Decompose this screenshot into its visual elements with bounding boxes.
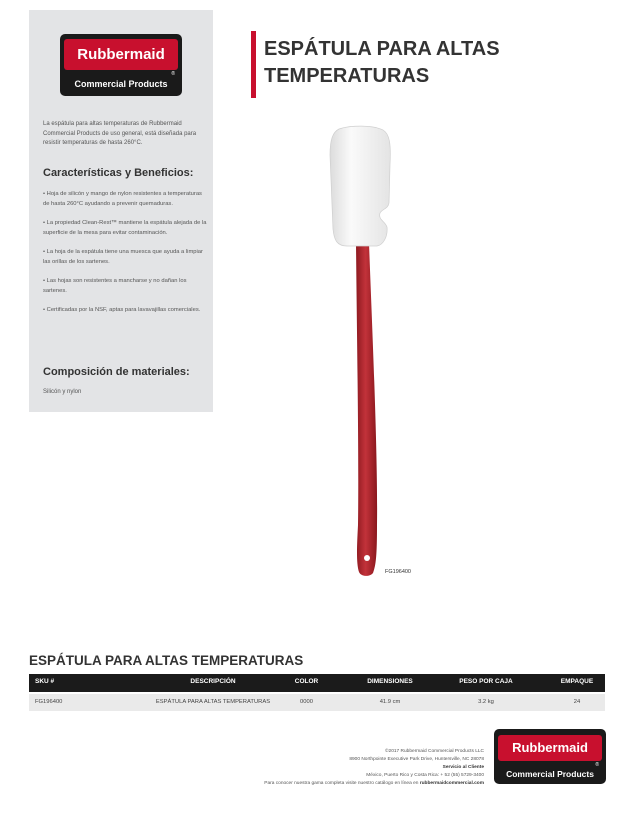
header-sku: SKU # (35, 678, 55, 685)
brand-logo-name: Rubbermaid (64, 39, 178, 70)
cell-description: ESPÁTULA PARA ALTAS TEMPERATURAS (155, 699, 271, 705)
cell-sku: FG196400 (35, 699, 63, 705)
header-pack: EMPAQUE (560, 678, 594, 685)
page-title-line-1: ESPÁTULA PARA ALTAS (264, 38, 500, 60)
footer-brand-logo (494, 729, 606, 784)
header-dimensions: DIMENSIONES (367, 678, 413, 685)
feature-item: • Hoja de silicón y mango de nylon resistentes a temperaturas de hasta 260°C ayudando a prevenir quemaduras. (43, 191, 202, 207)
footer-address: 8900 Northpointe Executive Park Drive, Huntersville, NC 28078 (349, 757, 484, 762)
feature-item: • Certificadas por la NSF, aptas para lavavajillas comerciales. (43, 307, 201, 313)
header-color: COLOR (294, 678, 319, 685)
product-intro: La espátula para altas temperaturas de Rubbermaid Commercial Products de uso general, está diseñada para resistir temperaturas de hasta 260°C. (43, 121, 197, 146)
footer-catalog-link[interactable]: rubbermaidcommercial.com (419, 781, 484, 786)
spatula-blade (330, 126, 390, 246)
cell-pack: 24 (573, 699, 581, 705)
brand-logo-tagline: Commercial Products (74, 79, 168, 89)
table-row (29, 694, 605, 711)
sidebar-panel (29, 10, 213, 412)
spatula-image (325, 125, 415, 580)
brand-logo (60, 34, 182, 96)
features-list (43, 190, 208, 326)
footer-logo-name: Rubbermaid (498, 735, 602, 761)
footer-service-label: Servicio al Cliente (442, 765, 484, 770)
table-title: ESPÁTULA PARA ALTAS TEMPERATURAS (29, 653, 304, 668)
table-header-row (29, 674, 605, 692)
features-heading: Características y Beneficios: (43, 167, 194, 179)
materials-heading: Composición de materiales: (43, 366, 190, 378)
feature-item: • La propiedad Clean-Rest™ mantiene la espátula alejada de la superficie de la mesa para evitar contaminación. (43, 220, 207, 236)
footer-registered-mark: ® (595, 762, 599, 768)
feature-item: • Las hojas son resistentes a mancharse y no dañan los sartenes. (43, 278, 187, 294)
spatula-hang-hole (364, 555, 370, 561)
feature-item: • La hoja de la espátula tiene una muesca que ayuda a limpiar las orillas de los sartenes. (43, 249, 203, 265)
product-sku-label: FG196400 (385, 569, 411, 575)
spatula-handle (356, 243, 377, 576)
materials-text: Silicón y nylon (43, 389, 82, 395)
footer-copyright: ©2017 Rubbermaid Commercial Products LLC (385, 749, 484, 754)
footer-phone: México, Puerto Rico y Costa Rica: + 52 (55) 5729-3400 (366, 773, 484, 778)
cell-case-weight: 3.2 kg (478, 699, 494, 705)
header-case-weight: PESO POR CAJA (459, 678, 513, 685)
title-accent-bar (251, 31, 256, 98)
footer-logo-tagline: Commercial Products (506, 769, 594, 779)
page-title-line-2: TEMPERATURAS (264, 65, 430, 87)
page-title (264, 36, 594, 90)
cell-color: 0000 (300, 699, 313, 705)
footer-info (154, 748, 484, 788)
header-description: DESCRIPCIÓN (190, 678, 236, 685)
brand-registered-mark: ® (171, 71, 175, 77)
footer-catalog (154, 780, 484, 788)
cell-dimensions: 41.9 cm (379, 699, 401, 705)
footer-catalog-text: Para conocer nuestra gama completa visite nuestro catálogo en línea en (264, 781, 420, 786)
